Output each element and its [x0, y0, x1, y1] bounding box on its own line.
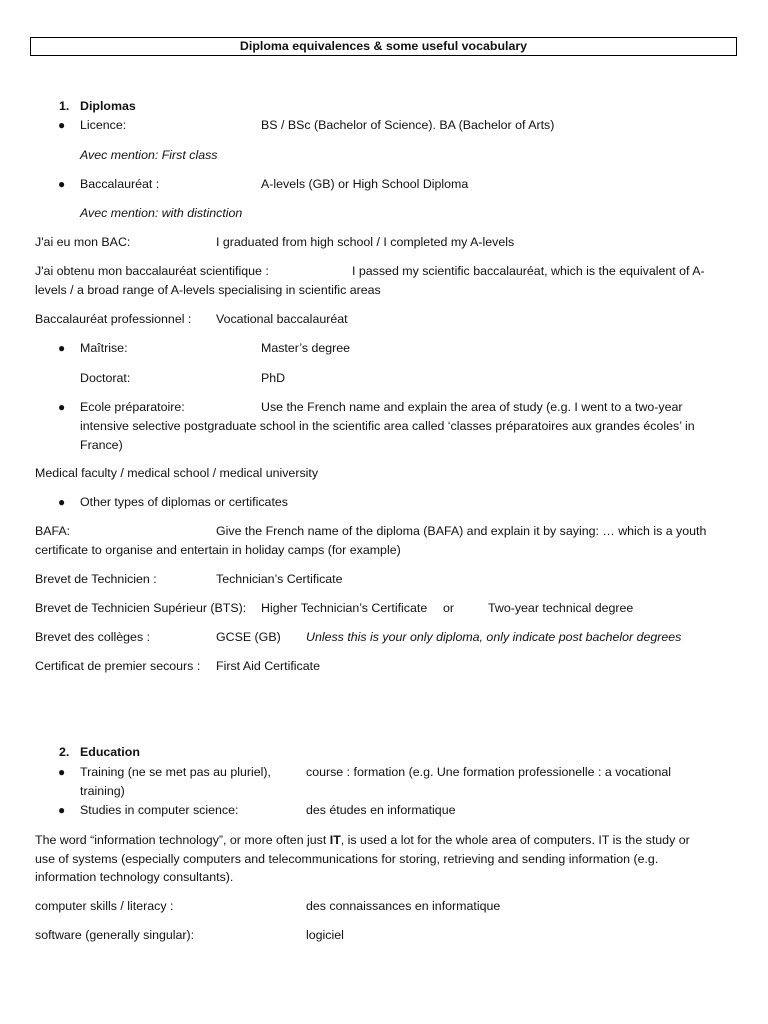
- def-skills: des connaissances en informatique: [306, 899, 501, 913]
- term-training: Training (ne se met pas au pluriel),: [80, 765, 271, 779]
- term-brevet-colleges: Brevet des collèges :: [35, 630, 151, 644]
- bullet-icon: ●: [58, 495, 66, 509]
- def-studies: des études en informatique: [306, 803, 456, 817]
- bullet-icon: ●: [58, 400, 66, 414]
- term-software: software (generally singular):: [35, 928, 195, 942]
- medical-line: Medical faculty / medical school / medical university: [35, 466, 319, 480]
- term-bac-scientific: J'ai obtenu mon baccalauréat scientifique :: [35, 264, 269, 278]
- def-licence: BS / BSc (Bachelor of Science). BA (Bachelor of Arts): [261, 118, 555, 132]
- term-bac-obtained: J'ai eu mon BAC:: [35, 235, 131, 249]
- def-brevet-tech: Technician’s Certificate: [216, 572, 343, 586]
- term-bac-pro: Baccalauréat professionnel :: [35, 312, 192, 326]
- note-brevet-colleges: Unless this is your only diploma, only indicate post bachelor degrees: [306, 630, 682, 644]
- term-ecole: Ecole préparatoire:: [80, 400, 185, 414]
- def-first-aid: First Aid Certificate: [216, 659, 320, 673]
- bullet-icon: ●: [58, 341, 66, 355]
- def-bac: A-levels (GB) or High School Diploma: [261, 177, 469, 191]
- def-bac-scientific: I passed my scientific baccalauréat, which is the equivalent of A-: [352, 264, 705, 278]
- it-paragraph-line3: information technology consultants).: [35, 870, 234, 884]
- def-bac-pro: Vocational baccalauréat: [216, 312, 348, 326]
- def-bac-scientific-cont: levels / a broad range of A-levels specialising in scientific areas: [35, 283, 381, 297]
- def-maitrise: Master’s degree: [261, 341, 351, 355]
- note-licence: Avec mention: First class: [80, 148, 218, 162]
- it-bold: IT: [329, 833, 341, 847]
- term-licence: Licence:: [80, 118, 127, 132]
- term-brevet-tech: Brevet de Technicien :: [35, 572, 157, 586]
- it-paragraph-line2: use of systems (especially computers and telecommunications for storing, retrieving and sending information (e.g.: [35, 852, 659, 866]
- bullet-icon: ●: [58, 177, 66, 191]
- def-training: course : formation (e.g. Une formation professionelle : a vocational: [306, 765, 672, 779]
- section-heading: Diplomas: [80, 99, 136, 113]
- or-word: or: [443, 601, 455, 615]
- bullet-icon: ●: [58, 118, 66, 132]
- note-bac: Avec mention: with distinction: [80, 206, 243, 220]
- other-types: Other types of diplomas or certificates: [80, 495, 288, 509]
- def-bts: Higher Technician’s Certificate: [261, 601, 428, 615]
- def-bafa: Give the French name of the diploma (BAFA) and explain it by saying: … which is a youth: [216, 524, 707, 538]
- def-bac-obtained: I graduated from high school / I completed my A-levels: [216, 235, 515, 249]
- section-number: 2.: [59, 745, 70, 759]
- def-ecole-cont2: France): [80, 438, 123, 452]
- def-ecole-cont: intensive selective postgraduate school in the scientific area called ‘classes préparatoires aux grandes écoles’ in: [80, 419, 695, 433]
- term-skills: computer skills / literacy :: [35, 899, 174, 913]
- it-post: , is used a lot for the whole area of computers. IT is the study or: [340, 833, 690, 847]
- def-doctorat: PhD: [261, 371, 286, 385]
- def-ecole: Use the French name and explain the area of study (e.g. I went to a two-year: [261, 400, 683, 414]
- bullet-icon: ●: [58, 803, 66, 817]
- def-bafa-cont: certificate to organise and entertain in holiday camps (for example): [35, 543, 401, 557]
- def-software: logiciel: [306, 928, 344, 942]
- term-maitrise: Maîtrise:: [80, 341, 128, 355]
- document-title: Diploma equivalences & some useful vocabulary: [30, 37, 737, 56]
- bullet-icon: ●: [58, 765, 66, 779]
- def-brevet-colleges: GCSE (GB): [216, 630, 281, 644]
- term-first-aid: Certificat de premier secours :: [35, 659, 201, 673]
- section-heading: Education: [80, 745, 140, 759]
- section-number: 1.: [59, 99, 70, 113]
- term-bts: Brevet de Technicien Supérieur (BTS):: [35, 601, 247, 615]
- term-studies: Studies in computer science:: [80, 803, 239, 817]
- it-pre: The word “information technology”, or more often just: [35, 833, 330, 847]
- term-bac: Baccalauréat :: [80, 177, 160, 191]
- term-doctorat: Doctorat:: [80, 371, 131, 385]
- def-training-cont: training): [80, 784, 125, 798]
- term-bafa: BAFA:: [35, 524, 71, 538]
- it-paragraph-line1: [35, 831, 690, 850]
- def-bts-alt: Two-year technical degree: [488, 601, 634, 615]
